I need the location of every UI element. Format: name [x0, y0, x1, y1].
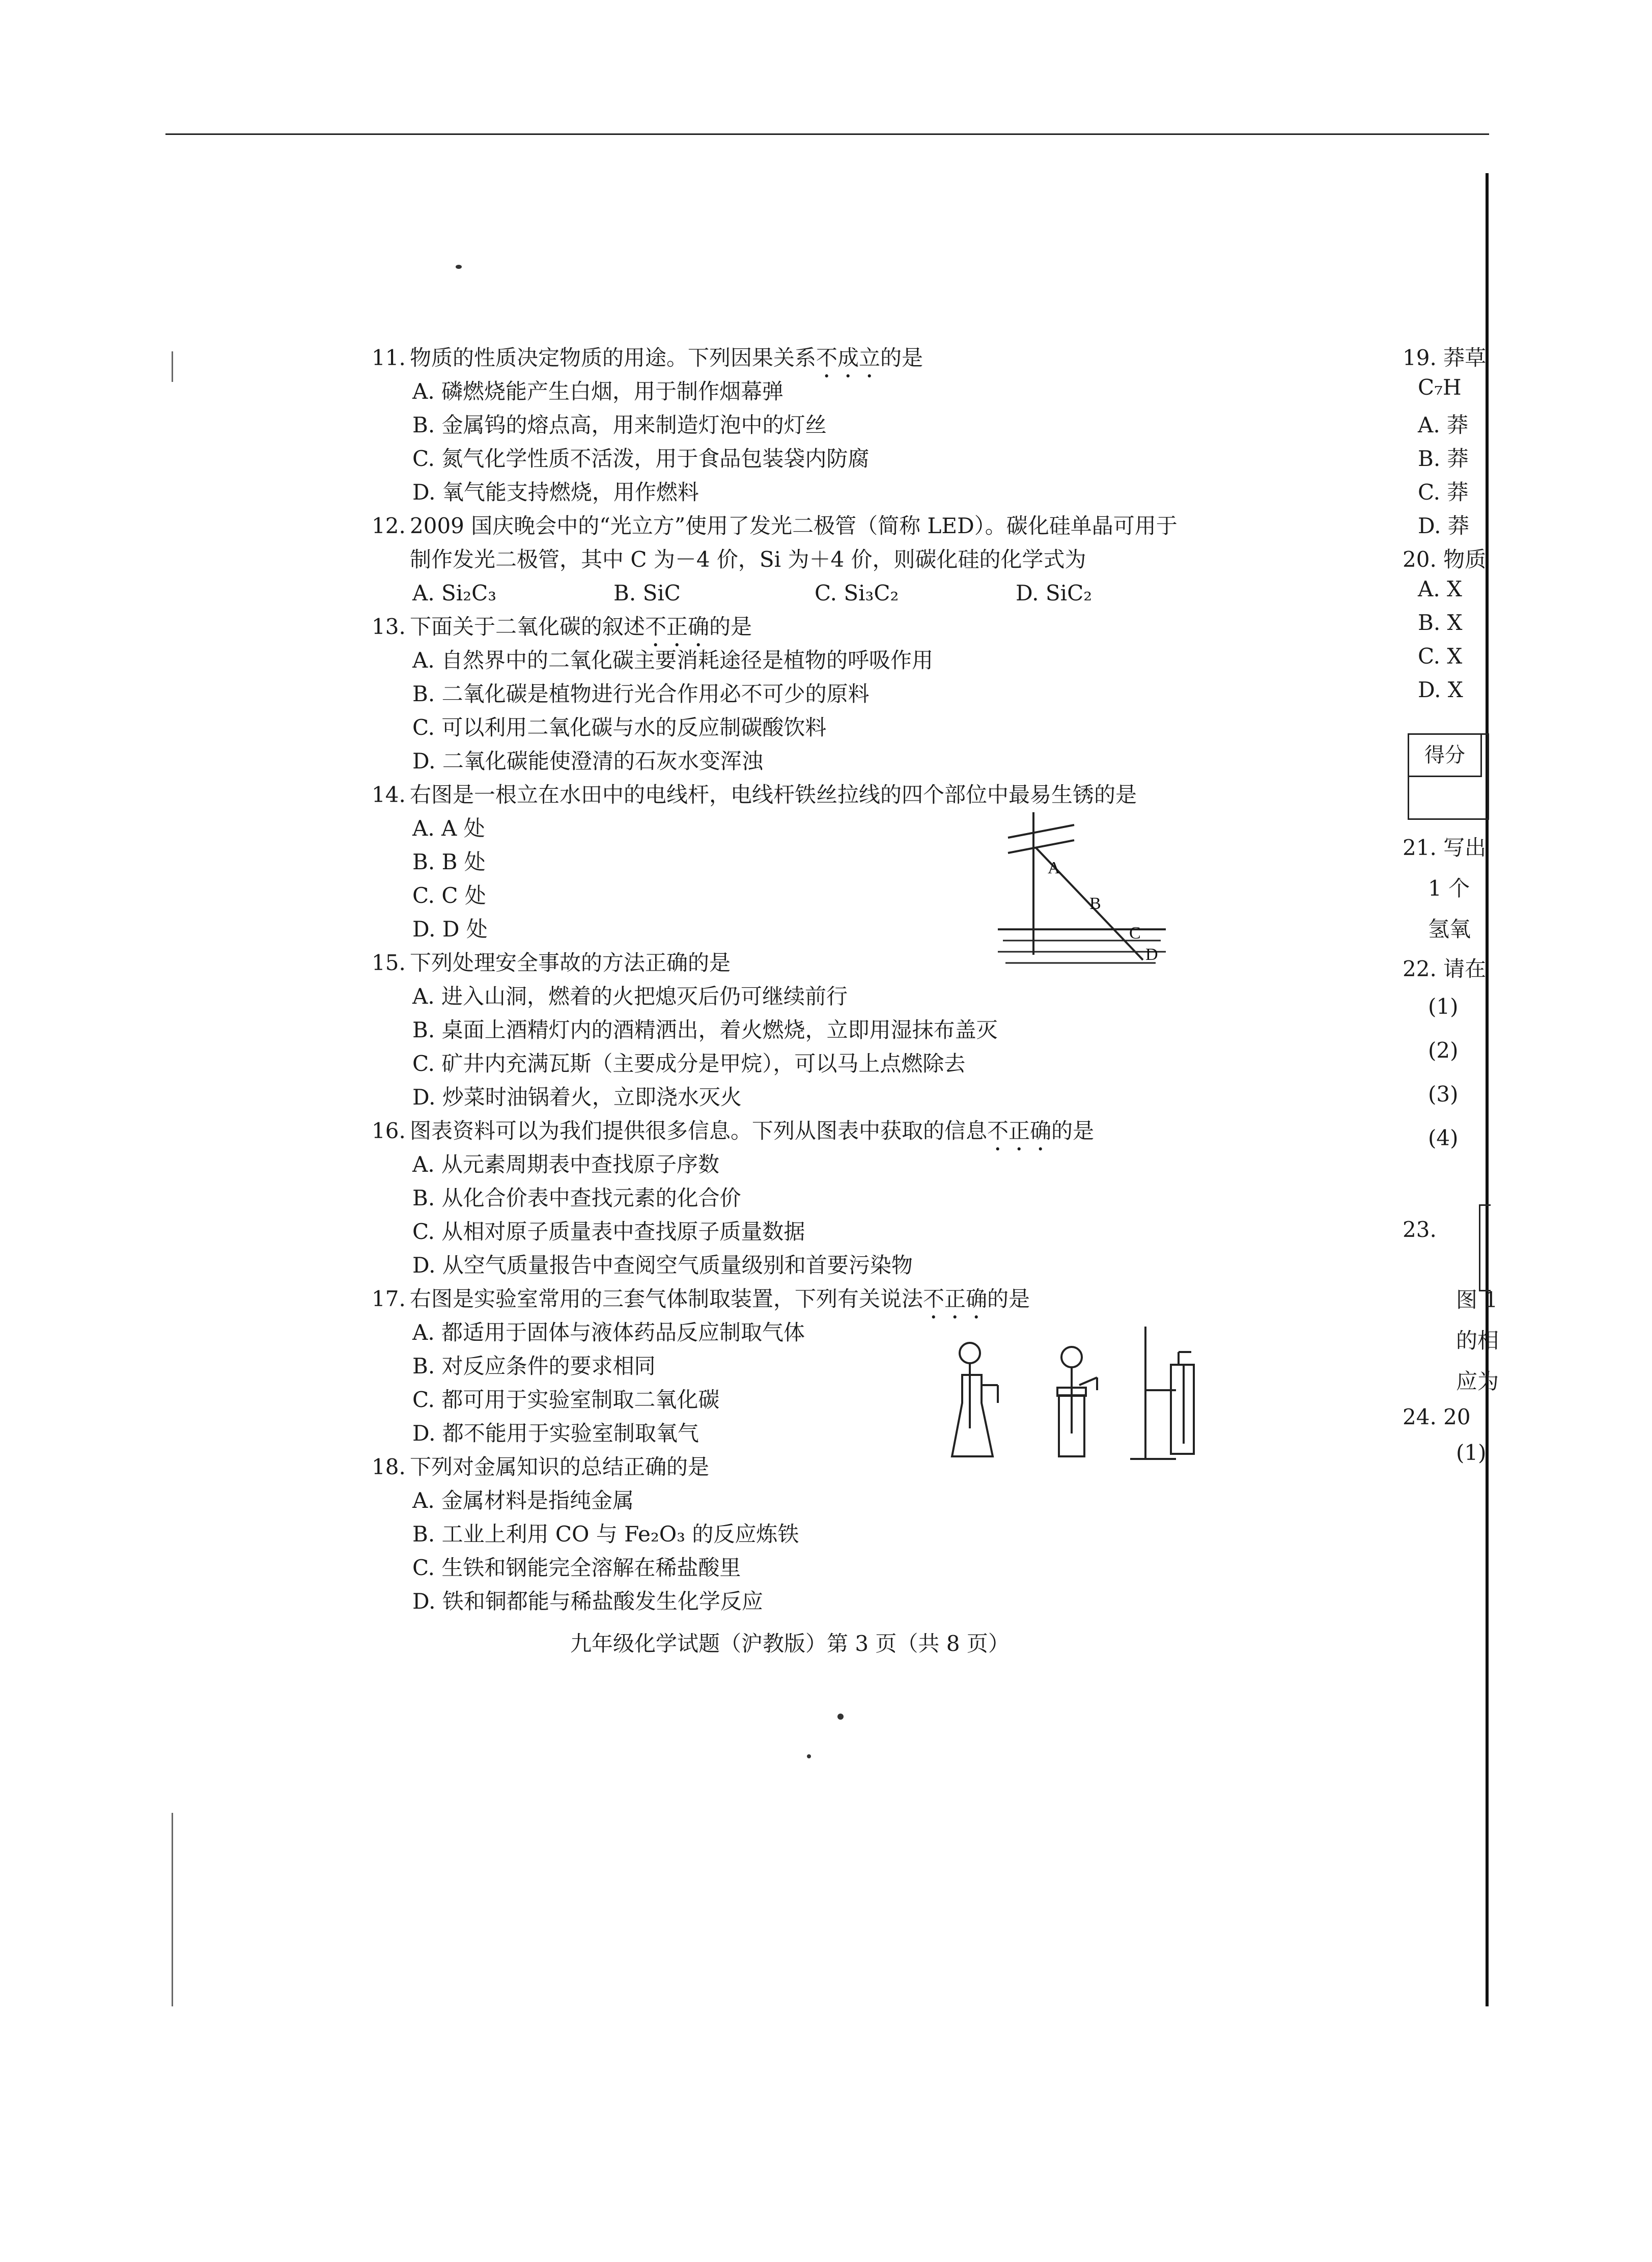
option-b: B. 从化合价表中查找元素的化合价: [412, 1185, 741, 1210]
cut-text: 图 1: [1456, 1287, 1498, 1312]
question-stem: 16. 图表资料可以为我们提供很多信息。下列从图表中获取的信息不正确的是: [372, 1118, 1095, 1143]
gas-apparatus-figure: [952, 1321, 1242, 1469]
option-b: B. B 处: [412, 849, 486, 874]
cut-text: (2): [1428, 1038, 1459, 1063]
option-a: A. Si₂C₃: [412, 581, 497, 605]
question-15: [372, 946, 1313, 1114]
question-stem: 14. 右图是一根立在水田中的电线杆，电线杆铁丝拉线的四个部位中最易生锈的是: [372, 782, 1137, 807]
point-label-d: D: [1145, 945, 1158, 964]
cut-text: D. X: [1418, 677, 1463, 702]
cut-text: 20. 物质: [1403, 547, 1487, 572]
option-d: D. 铁和铜都能与稀盐酸发生化学反应: [412, 1589, 763, 1614]
option-d: D. D 处: [412, 917, 488, 942]
point-label-a: A: [1048, 859, 1060, 877]
cut-text: 21. 写出: [1403, 835, 1487, 860]
score-box: [1408, 733, 1489, 820]
scan-speck: [837, 1714, 844, 1720]
option-b: B. 二氧化碳是植物进行光合作用必不可少的原料: [412, 681, 870, 706]
margin-mark: [172, 351, 173, 382]
question-18: [372, 1450, 1313, 1618]
cut-text: 24. 20: [1403, 1404, 1471, 1429]
option-b: B. 桌面上酒精灯内的酒精洒出，着火燃烧，立即用湿抹布盖灭: [412, 1017, 998, 1042]
question-stem-continued: 制作发光二极管，其中 C 为－4 价，Si 为＋4 价，则碳化硅的化学式为: [410, 547, 1086, 572]
cut-text: B. X: [1418, 610, 1463, 635]
funnel-bulb-icon: [1061, 1347, 1082, 1367]
question-16: [372, 1114, 1313, 1282]
option-b: B. 工业上利用 CO 与 Fe₂O₃ 的反应炼铁: [412, 1522, 799, 1547]
question-stem: 18. 下列对金属知识的总结正确的是: [372, 1454, 710, 1479]
option-d: D. 二氧化碳能使澄清的石灰水变浑浊: [412, 749, 763, 774]
cut-text: (1): [1428, 994, 1459, 1019]
cut-text: B. 莽: [1418, 446, 1469, 471]
crossarm-line: [1008, 840, 1074, 853]
cut-text: (3): [1428, 1082, 1459, 1107]
option-d: D. 炒菜时油锅着火，立即浇水灭火: [412, 1085, 742, 1110]
option-c: C. 都可用于实验室制取二氧化碳: [412, 1387, 720, 1412]
option-a: A. 自然界中的二氧化碳主要消耗途径是植物的呼吸作用: [412, 648, 934, 673]
cut-text: 23.: [1403, 1217, 1437, 1242]
cut-text: (1): [1456, 1440, 1487, 1465]
test-tube-icon: [1171, 1365, 1194, 1454]
score-label: 得分: [1409, 735, 1482, 777]
question-14: [372, 778, 1313, 946]
option-c: C. 氮气化学性质不活泼，用于食品包装袋内防腐: [412, 446, 870, 471]
cut-text: 的相: [1456, 1328, 1499, 1353]
answer-box-partial: [1479, 1204, 1491, 1291]
option-a: A. 磷燃烧能产生白烟，用于制作烟幕弹: [412, 379, 784, 404]
option-d: D. 从空气质量报告中查阅空气质量级别和首要污染物: [412, 1253, 913, 1278]
question-stem: 13. 下面关于二氧化碳的叙述不正确的是: [372, 614, 752, 639]
cut-text: 1 个: [1428, 876, 1470, 901]
cut-text: C. X: [1418, 644, 1463, 669]
conical-flask-icon: [952, 1375, 993, 1456]
top-rule: [165, 133, 1489, 135]
question-stem: 15. 下列处理安全事故的方法正确的是: [372, 950, 731, 975]
option-b: B. 金属钨的熔点高，用来制造灯泡中的灯丝: [412, 412, 827, 437]
cut-text: 氢氧: [1428, 917, 1471, 942]
cut-text: 22. 请在: [1403, 956, 1487, 981]
option-c: C. 矿井内充满瓦斯（主要成分是甲烷），可以马上点燃除去: [412, 1051, 966, 1076]
margin-mark: [172, 1813, 173, 2006]
scan-speck: [807, 1754, 811, 1758]
question-12: [372, 509, 1313, 610]
option-c: C. 从相对原子质量表中查找原子质量数据: [412, 1219, 805, 1244]
option-d: D. 氧气能支持燃烧，用作燃料: [412, 480, 699, 505]
crossarm-line: [1008, 825, 1074, 838]
option-c: C. C 处: [412, 883, 486, 908]
option-b: B. SiC: [613, 581, 681, 605]
question-11: [372, 341, 1313, 509]
cut-text: C₇H: [1418, 375, 1462, 400]
scan-speck: [456, 265, 462, 269]
cut-text: (4): [1428, 1125, 1459, 1150]
option-d: D. 都不能用于实验室制取氧气: [412, 1421, 699, 1446]
point-label-b: B: [1089, 894, 1101, 913]
question-13: [372, 610, 1313, 778]
option-b: B. 对反应条件的要求相同: [412, 1354, 656, 1378]
option-c: C. 可以利用二氧化碳与水的反应制碳酸饮料: [412, 715, 827, 740]
cut-text: 应为: [1456, 1369, 1499, 1394]
option-a: A. 从元素周期表中查找原子序数: [412, 1152, 720, 1177]
question-stem: 12. 2009 国庆晚会中的“光立方”使用了发光二极管（简称 LED）。碳化硅单晶可用于: [372, 513, 1178, 538]
option-d: D. SiC₂: [1016, 581, 1093, 605]
option-a: A. 都适用于固体与液体药品反应制取气体: [412, 1320, 805, 1345]
cut-text: C. 莽: [1418, 480, 1469, 505]
question-stem: 17. 右图是实验室常用的三套气体制取装置，下列有关说法不正确的是: [372, 1286, 1030, 1311]
utility-pole-figure: [998, 807, 1171, 975]
page-footer: 九年级化学试题（沪教版）第 3 页（共 8 页）: [570, 1631, 1010, 1656]
adjacent-page-column: [1403, 341, 1499, 1589]
point-label-c: C: [1129, 924, 1141, 943]
funnel-bulb-icon: [960, 1343, 980, 1363]
option-c: C. 生铁和钢能完全溶解在稀盐酸里: [412, 1555, 741, 1580]
cut-text: A. 莽: [1418, 412, 1469, 437]
cut-text: 19. 莽草: [1403, 345, 1487, 370]
option-c: C. Si₃C₂: [815, 581, 899, 605]
option-a: A. 金属材料是指纯金属: [412, 1488, 634, 1513]
cut-text: D. 莽: [1418, 513, 1469, 538]
question-stem: 11. 物质的性质决定物质的用途。下列因果关系不成立的是: [372, 345, 923, 370]
option-a: A. A 处: [412, 816, 485, 841]
option-a: A. 进入山洞，燃着的火把熄灭后仍可继续前行: [412, 984, 848, 1009]
option-row: [372, 576, 1313, 610]
cut-text: A. X: [1418, 576, 1462, 601]
